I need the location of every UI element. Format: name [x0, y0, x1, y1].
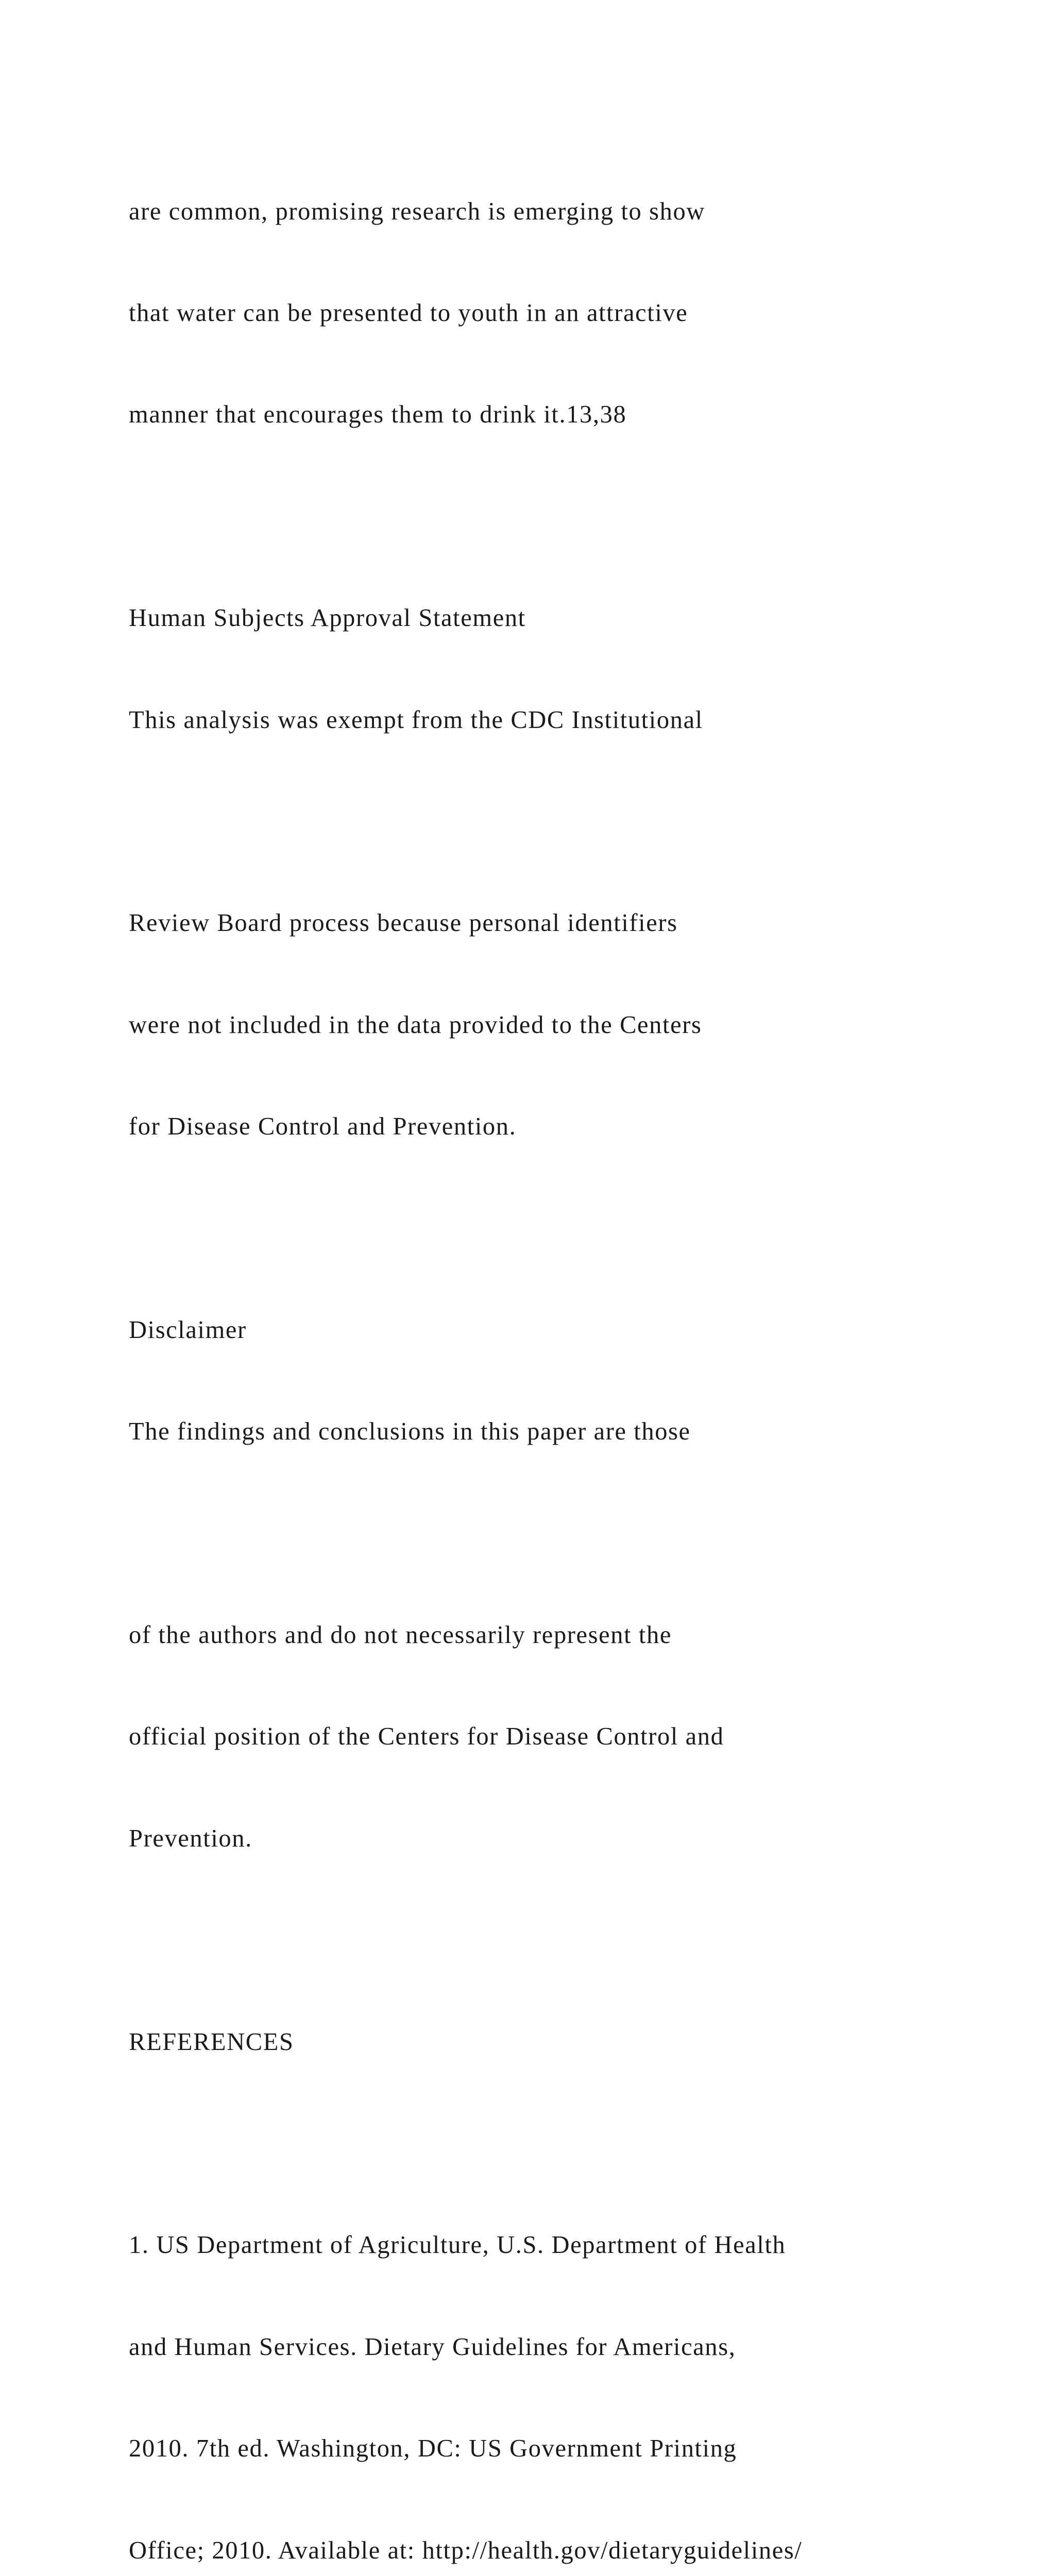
blank-line — [129, 2127, 1005, 2161]
text-line: for Disease Control and Prevention. — [129, 1113, 517, 1141]
text-line: Prevention. — [129, 1824, 252, 1852]
reference-line: and Human Services. Dietary Guidelines for Americans, — [129, 2333, 736, 2361]
blank-line — [129, 500, 1005, 534]
text-line: are common, promising research is emerging to show — [129, 197, 705, 225]
reference-line: Office; 2010. Available at: http://health.gov/dietaryguidelines/ — [129, 2536, 803, 2564]
section-heading: Human Subjects Approval Statement — [129, 604, 526, 632]
blank-line — [129, 1923, 1005, 1957]
text-line: of the authors and do not necessarily represent the — [129, 1621, 672, 1649]
text-line: official position of the Centers for Disease Control and — [129, 1723, 724, 1751]
body-text — [129, 127, 1005, 2576]
text-line: This analysis was exempt from the CDC Institutional — [129, 706, 703, 734]
text-line: manner that encourages them to drink it.13,38 — [129, 401, 627, 429]
section-heading: Disclaimer — [129, 1316, 247, 1344]
text-line: Review Board process because personal identifiers — [129, 909, 678, 937]
blank-line — [129, 805, 1005, 839]
text-line: were not included in the data provided to the Centers — [129, 1011, 702, 1039]
reference-line: 1. US Department of Agriculture, U.S. Department of Health — [129, 2231, 786, 2259]
blank-line — [129, 1517, 1005, 1551]
text-line: that water can be presented to youth in an attractive — [129, 299, 688, 327]
text-line: The findings and conclusions in this paper are those — [129, 1418, 691, 1446]
reference-line: 2010. 7th ed. Washington, DC: US Government Printing — [129, 2435, 737, 2463]
references-heading: REFERENCES — [129, 2028, 294, 2056]
blank-line — [129, 1212, 1005, 1246]
